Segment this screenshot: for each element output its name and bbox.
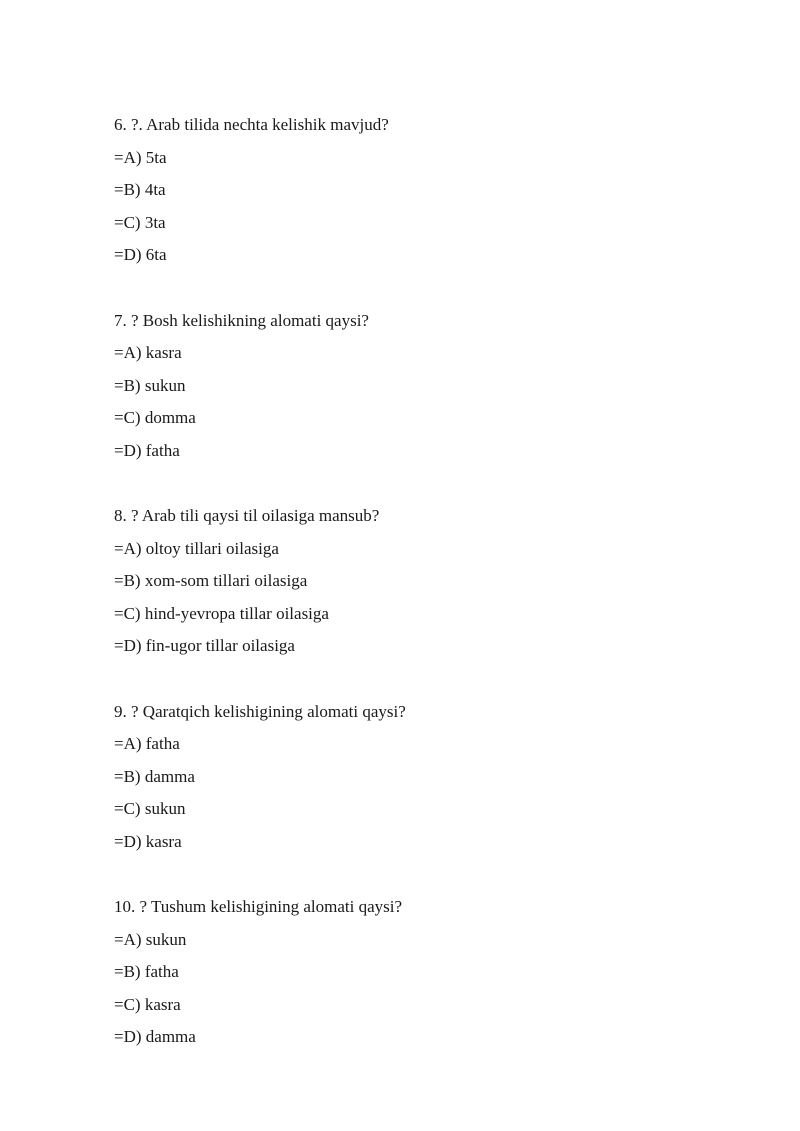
question-text: 6. ?. Arab tilida nechta kelishik mavjud? <box>114 115 389 134</box>
option-c: =C) domma <box>114 408 196 427</box>
option-c: =C) kasra <box>114 994 181 1014</box>
option-a: =A) 5ta <box>114 147 167 167</box>
option-d: =D) 6ta <box>114 245 167 264</box>
option-d: =D) kasra <box>114 831 182 851</box>
question-9 <box>114 696 714 859</box>
option-d: =D) damma <box>114 1027 196 1046</box>
option-d: =D) fatha <box>114 440 180 460</box>
option-b: =B) sukun <box>114 375 186 395</box>
question-text: 8. ? Arab tili qaysi til oilasiga mansub? <box>114 506 380 525</box>
option-b: =B) fatha <box>114 962 179 981</box>
question-list <box>114 109 714 1087</box>
question-text: 7. ? Bosh kelishikning alomati qaysi? <box>114 310 369 330</box>
option-b: =B) 4ta <box>114 180 166 199</box>
option-a: =A) sukun <box>114 929 187 949</box>
option-a: =A) kasra <box>114 343 182 362</box>
option-b: =B) xom-som tillari oilasiga <box>114 571 308 590</box>
option-c: =C) sukun <box>114 799 186 818</box>
question-7 <box>114 305 714 468</box>
option-c: =C) hind-yevropa tillar oilasiga <box>114 603 329 623</box>
question-10 <box>114 891 714 1054</box>
question-text: 9. ? Qaratqich kelishigining alomati qaysi? <box>114 701 406 721</box>
option-a: =A) fatha <box>114 734 180 753</box>
question-8 <box>114 500 714 663</box>
question-6 <box>114 109 714 272</box>
option-b: =B) damma <box>114 766 195 786</box>
option-a: =A) oltoy tillari oilasiga <box>114 538 279 558</box>
option-c: =C) 3ta <box>114 212 166 232</box>
option-d: =D) fin-ugor tillar oilasiga <box>114 636 295 655</box>
question-text: 10. ? Tushum kelishigining alomati qaysi? <box>114 897 403 916</box>
